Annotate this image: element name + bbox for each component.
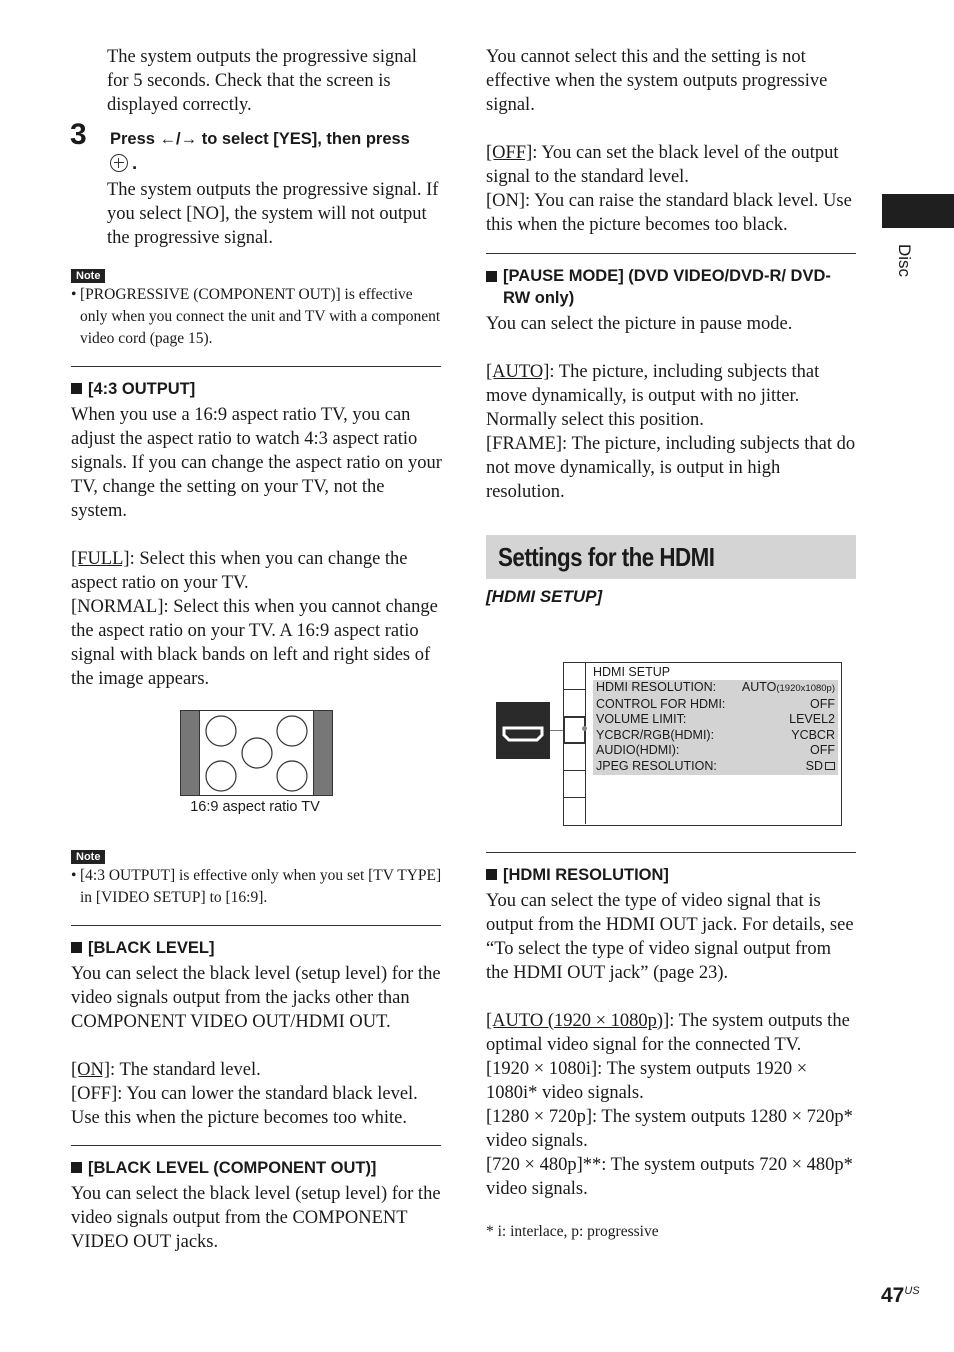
enter-button-icon — [110, 154, 128, 172]
section-heading: [PAUSE MODE] (DVD VIDEO/DVD-R/ DVD-RW only) — [486, 265, 856, 309]
intro-paragraph: You cannot select this and the setting is not effective when the system outputs progressive signal. — [486, 47, 828, 115]
step-number: 3 — [70, 118, 87, 151]
hdmi-icon — [496, 702, 550, 759]
section-heading: [BLACK LEVEL (COMPONENT OUT)] — [71, 1157, 443, 1179]
section-divider — [486, 253, 856, 254]
side-tab-marker — [882, 194, 954, 228]
step-body: The system outputs the progressive signal. If you select [NO], the system will not output the progressive signal. — [107, 180, 439, 248]
section-divider — [71, 366, 441, 367]
note-item: • [PROGRESSIVE (COMPONENT OUT)] is effective only when you connect the unit and TV with a component video cord (page 15). — [71, 286, 441, 347]
option-full: [FULL]: Select this when you can change the aspect ratio on your TV. — [71, 549, 408, 593]
menu-title: HDMI SETUP — [593, 665, 671, 679]
section-divider — [71, 925, 441, 926]
page-number: $47^{US}$ — [881, 1284, 920, 1307]
menu-row[interactable]: AUDIO(HDMI): OFF — [596, 743, 835, 758]
menu-row[interactable]: VOLUME LIMIT: LEVEL2 — [596, 712, 835, 727]
hdmi-connector-icon — [496, 702, 550, 759]
section-heading: [4:3 OUTPUT] — [71, 378, 443, 400]
option-auto: [AUTO]: The picture, including subjects that move dynamically, is output with no jitter. Normally select this position. — [486, 362, 820, 430]
section-divider — [486, 852, 856, 853]
section-title-bar — [486, 535, 856, 579]
section-heading: [HDMI RESOLUTION] — [486, 864, 856, 886]
menu-row[interactable]: JPEG RESOLUTION: SD — [593, 759, 838, 775]
intro-paragraph: The system outputs the progressive signal for 5 seconds. Check that the screen is displayed correctly. — [107, 47, 417, 115]
option-normal: [NORMAL]: Select this when you cannot change the aspect ratio on your TV. A 16:9 aspect ratio signal with black bands on left and right sides of the image appears. — [71, 597, 438, 689]
figure-caption: 16:9 aspect ratio TV — [190, 799, 320, 815]
note-item: • [4:3 OUTPUT] is effective only when you set [TV TYPE] in [VIDEO SETUP] to [16:9]. — [71, 867, 442, 906]
option-on: [ON]: You can raise the standard black level. Use this when the picture becomes too black. — [486, 191, 852, 235]
note-tag: Note — [71, 269, 105, 283]
side-tab-label: Disc — [895, 244, 914, 278]
section-body: You can select the picture in pause mode. — [486, 314, 793, 334]
section-title: Settings for the HDMI — [498, 542, 715, 572]
section-body: You can select the black level (setup level) for the video signals output from the jacks other than COMPONENT VIDEO OUT/HDMI OUT. — [71, 964, 441, 1032]
section-heading: [BLACK LEVEL] — [71, 937, 443, 959]
option-on: [ON]: The standard level. — [71, 1060, 261, 1080]
menu-icon-strip — [564, 663, 586, 824]
section-divider — [71, 1145, 441, 1146]
menu-list — [593, 680, 838, 775]
note-tag: Note — [71, 850, 105, 864]
option-1080i: [1920 × 1080i]: The system outputs 1920 × 1080i* video signals. — [486, 1059, 808, 1103]
section-body: You can select the black level (setup level) for the video signals output from the COMPONENT VIDEO OUT jacks. — [71, 1184, 441, 1252]
option-off: [OFF]: You can lower the standard black level. Use this when the picture becomes too white. — [71, 1084, 418, 1128]
menu-row[interactable]: HDMI RESOLUTION: AUTO(1920x1080p) — [596, 680, 835, 694]
footnote: * i: interlace, p: progressive — [486, 1223, 659, 1240]
option-frame: [FRAME]: The picture, including subjects that do not move dynamically, is output in high resolution. — [486, 434, 856, 502]
option-480p: [720 × 480p]**: The system outputs 720 × 480p* video signals. — [486, 1155, 853, 1199]
connector-line — [550, 730, 564, 731]
section-body: When you use a 16:9 aspect ratio TV, you can adjust the aspect ratio to watch 4:3 aspect ratio signals. If you can change the aspect ratio on your TV, change the setting on your TV, not the system. — [71, 405, 442, 521]
menu-row[interactable]: YCBCR/RGB(HDMI): YCBCR — [596, 727, 835, 742]
option-off: [OFF]: You can set the black level of the output signal to the standard level. — [486, 143, 839, 187]
circles-graphic — [180, 710, 333, 796]
section-body: You can select the type of video signal that is output from the HDMI OUT jack. For details, see “To select the type of video signal output from the HDMI OUT jack” (page 23). — [486, 891, 854, 983]
menu-row[interactable]: CONTROL FOR HDMI: OFF — [596, 696, 835, 711]
aspect-ratio-figure — [180, 710, 333, 796]
option-auto: [AUTO (1920 × 1080p)]: The system outputs the optimal video signal for the connected TV. — [486, 1011, 850, 1055]
step-instruction: Press ←/→ to select [YES], then press — [110, 130, 410, 148]
section-subtitle: [HDMI SETUP] — [486, 587, 603, 606]
option-720p: [1280 × 720p]: The system outputs 1280 × 720p* video signals. — [486, 1107, 853, 1151]
sd-icon — [825, 762, 835, 770]
menu-screen — [563, 662, 842, 826]
